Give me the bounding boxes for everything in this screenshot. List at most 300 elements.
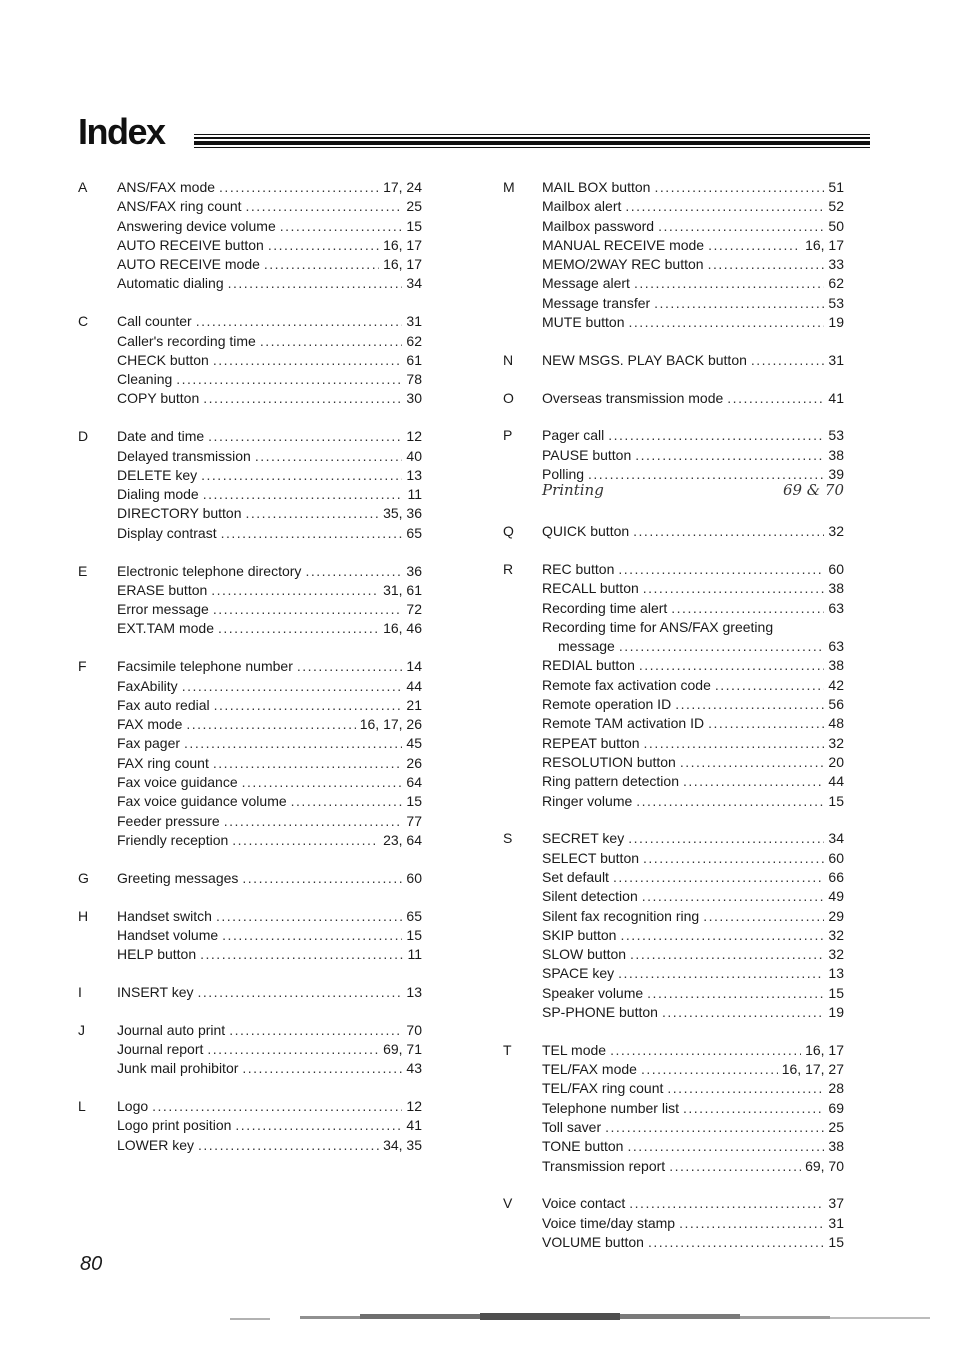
dot-leader xyxy=(224,812,403,831)
entry-label: Facsimile telephone number xyxy=(117,658,293,675)
entry-pages: 13 xyxy=(406,466,422,483)
entry-pages: 26 xyxy=(406,754,422,771)
entry-label: SPACE key xyxy=(542,965,615,982)
entry-pages: 34 xyxy=(406,275,422,292)
index-entry xyxy=(117,178,422,197)
entry-label: Mailbox alert xyxy=(542,198,622,215)
handwritten-word: Printing xyxy=(542,481,604,500)
entry-pages: 44 xyxy=(828,773,844,790)
index-entry xyxy=(117,370,422,389)
entry-label: SECRET key xyxy=(542,830,625,847)
index-entry xyxy=(542,734,844,753)
dot-leader xyxy=(186,715,355,734)
entry-label: FAX mode xyxy=(117,716,183,733)
index-entry xyxy=(542,217,844,236)
entry-pages: 31 xyxy=(406,313,422,330)
index-entry xyxy=(542,294,844,313)
index-entries xyxy=(542,351,844,370)
entry-label: INSERT key xyxy=(117,983,194,1000)
index-entry xyxy=(542,313,844,332)
entry-pages: 69, 70 xyxy=(805,1157,844,1174)
entry-label: Transmission report xyxy=(542,1157,666,1174)
section-letter: A xyxy=(78,179,88,195)
entry-pages: 25 xyxy=(406,198,422,215)
entry-label: TEL mode xyxy=(542,1041,607,1058)
entry-pages: 63 xyxy=(828,638,844,655)
index-entry xyxy=(542,887,844,906)
dot-leader xyxy=(708,236,801,255)
index-entry xyxy=(117,677,422,696)
dot-leader xyxy=(633,522,824,541)
entry-pages: 15 xyxy=(828,1233,844,1250)
index-group-g xyxy=(78,869,422,888)
entry-pages: 44 xyxy=(406,677,422,694)
entry-pages: 19 xyxy=(828,1003,844,1020)
entry-label: Recording time for ANS/FAX greeting xyxy=(542,618,774,635)
entry-pages: 13 xyxy=(828,965,844,982)
entry-pages: 50 xyxy=(828,217,844,234)
entry-pages: 62 xyxy=(828,275,844,292)
index-entry xyxy=(542,1099,844,1118)
entry-label: Logo xyxy=(117,1098,149,1115)
dot-leader xyxy=(229,1021,402,1040)
entry-pages: 38 xyxy=(828,1138,844,1155)
entry-label: Fax voice guidance volume xyxy=(117,793,287,810)
entry-pages: 62 xyxy=(406,332,422,349)
entry-label: EXT.TAM mode xyxy=(117,620,214,637)
entry-label: LOWER key xyxy=(117,1136,195,1153)
entry-label: TEL/FAX mode xyxy=(542,1061,637,1078)
index-entries xyxy=(117,178,422,294)
index-entry xyxy=(542,1157,844,1176)
index-entry xyxy=(542,560,844,579)
dot-leader xyxy=(222,926,402,945)
handwritten-note xyxy=(542,481,844,503)
entry-label: Polling xyxy=(542,466,585,483)
index-entry xyxy=(117,466,422,485)
index-entry xyxy=(117,619,422,638)
dot-leader xyxy=(613,868,824,887)
index-entry xyxy=(117,236,422,255)
entry-pages: 38 xyxy=(828,446,844,463)
dot-leader xyxy=(219,178,379,197)
entry-pages: 56 xyxy=(828,696,844,713)
entry-pages: 32 xyxy=(828,946,844,963)
dot-leader xyxy=(207,1040,379,1059)
entry-pages: 60 xyxy=(406,869,422,886)
entry-label: QUICK button xyxy=(542,523,630,540)
index-entry xyxy=(117,427,422,446)
index-entry xyxy=(542,1041,844,1060)
entry-label: ERASE button xyxy=(117,581,208,598)
entry-pages: 35, 36 xyxy=(383,505,422,522)
dot-leader xyxy=(679,1214,824,1233)
section-letter: G xyxy=(78,869,89,886)
index-entry xyxy=(542,676,844,695)
entry-label: Journal report xyxy=(117,1040,204,1057)
index-entry xyxy=(117,869,422,888)
dot-leader xyxy=(208,427,402,446)
dot-leader xyxy=(260,332,403,351)
index-entries xyxy=(117,1097,422,1155)
dot-leader xyxy=(654,178,824,197)
title-rule xyxy=(194,137,870,139)
index-entry xyxy=(542,1118,844,1137)
entry-pages: 21 xyxy=(406,696,422,713)
index-entry xyxy=(117,197,422,216)
index-entry xyxy=(117,351,422,370)
page-header xyxy=(78,112,870,152)
section-letter: E xyxy=(78,562,88,579)
dot-leader xyxy=(242,1059,402,1078)
dot-leader xyxy=(669,1157,801,1176)
index-column-right xyxy=(503,178,844,1271)
index-entry xyxy=(117,1116,422,1135)
index-entry xyxy=(542,1003,844,1022)
dot-leader xyxy=(213,600,403,619)
dot-leader xyxy=(708,255,825,274)
index-entries xyxy=(542,389,844,408)
dot-leader xyxy=(264,255,379,274)
entry-pages: 15 xyxy=(406,793,422,810)
entry-pages: 14 xyxy=(406,658,422,675)
dot-leader xyxy=(211,581,379,600)
section-letter: D xyxy=(78,428,89,445)
index-entry xyxy=(542,1079,844,1098)
entry-label: Mailbox password xyxy=(542,217,655,234)
dot-leader xyxy=(198,1136,379,1155)
dot-leader xyxy=(628,313,824,332)
dot-leader xyxy=(203,389,402,408)
entry-label: COPY button xyxy=(117,390,200,407)
dot-leader xyxy=(184,734,402,753)
dot-leader xyxy=(675,695,824,714)
index-entry xyxy=(542,964,844,983)
index-entry xyxy=(117,524,422,543)
dot-leader xyxy=(619,637,825,656)
dot-leader xyxy=(618,964,824,983)
dot-leader xyxy=(198,983,403,1002)
entry-pages: 19 xyxy=(828,314,844,331)
index-group-e xyxy=(78,562,422,639)
index-entry xyxy=(542,792,844,811)
entry-pages: 77 xyxy=(406,812,422,829)
entry-label: Set default xyxy=(542,868,609,885)
entry-pages: 38 xyxy=(828,580,844,597)
entry-label: Electronic telephone directory xyxy=(117,562,302,579)
title-rule xyxy=(194,147,870,148)
dot-leader xyxy=(213,351,403,370)
dot-leader xyxy=(255,447,403,466)
entry-label: Delayed transmission xyxy=(117,447,251,464)
entry-label: ANS/FAX ring count xyxy=(117,198,242,215)
dot-leader xyxy=(246,197,403,216)
entry-label: Display contrast xyxy=(117,524,217,541)
index-entry xyxy=(542,753,844,772)
entry-pages: 38 xyxy=(828,657,844,674)
index-group-j xyxy=(78,1021,422,1079)
dot-leader xyxy=(605,1118,824,1137)
entry-label: REC button xyxy=(542,560,615,577)
entry-label: FAX ring count xyxy=(117,754,209,771)
index-entry xyxy=(117,715,422,734)
entry-label: Telephone number list xyxy=(542,1099,679,1116)
index-entry xyxy=(542,579,844,598)
dot-leader xyxy=(201,466,402,485)
dot-leader xyxy=(644,734,825,753)
dot-leader xyxy=(628,829,824,848)
entry-pages: 65 xyxy=(406,907,422,924)
dot-leader xyxy=(305,562,402,581)
section-letter: M xyxy=(503,179,515,195)
entry-label: Message alert xyxy=(542,275,630,292)
section-letter: J xyxy=(78,1021,85,1038)
entry-label: Friendly reception xyxy=(117,831,229,848)
index-entry xyxy=(542,829,844,848)
index-entry xyxy=(117,945,422,964)
entry-label: Error message xyxy=(117,601,209,618)
entry-label: Silent detection xyxy=(542,888,638,905)
entry-label: Voice time/day stamp xyxy=(542,1214,676,1231)
index-entry xyxy=(542,1060,844,1079)
dot-leader xyxy=(242,773,403,792)
entry-pages: 48 xyxy=(828,715,844,732)
entry-label: Handset switch xyxy=(117,907,212,924)
index-entries xyxy=(542,522,844,541)
dot-leader xyxy=(218,619,379,638)
index-entry xyxy=(117,562,422,581)
dot-leader xyxy=(639,656,825,675)
dot-leader xyxy=(610,1041,801,1060)
entry-pages: 31, 61 xyxy=(383,581,422,598)
dot-leader xyxy=(176,370,402,389)
entry-label: DIRECTORY button xyxy=(117,505,242,522)
entry-pages: 45 xyxy=(406,735,422,752)
entry-pages: 53 xyxy=(828,427,844,444)
dot-leader xyxy=(708,714,824,733)
entry-label: Automatic dialing xyxy=(117,275,224,292)
entry-pages: 12 xyxy=(406,428,422,445)
dot-leader xyxy=(246,504,380,523)
index-entry xyxy=(117,792,422,811)
index-entry xyxy=(117,907,422,926)
index-entry xyxy=(542,389,844,408)
index-entries xyxy=(117,907,422,965)
index-entries xyxy=(117,869,422,888)
index-entry xyxy=(542,255,844,274)
index-entries xyxy=(117,562,422,639)
index-group-d xyxy=(78,427,422,543)
dot-leader xyxy=(662,1003,824,1022)
entry-pages: 49 xyxy=(828,888,844,905)
index-entry xyxy=(542,984,844,1003)
index-group-o xyxy=(503,389,844,408)
entry-label: Journal auto print xyxy=(117,1021,226,1038)
dot-leader xyxy=(634,274,824,293)
dot-leader xyxy=(280,217,403,236)
entry-pages: 30 xyxy=(406,390,422,407)
index-entries xyxy=(542,1041,844,1176)
dot-leader xyxy=(627,1137,824,1156)
entry-pages: 60 xyxy=(828,560,844,577)
entry-label: Message transfer xyxy=(542,294,651,311)
dot-leader xyxy=(671,599,824,618)
index-entry xyxy=(542,849,844,868)
entry-label: RECALL button xyxy=(542,580,639,597)
dot-leader xyxy=(291,792,403,811)
index-entry xyxy=(117,255,422,274)
entry-pages: 53 xyxy=(828,294,844,311)
title-rule xyxy=(194,134,870,135)
index-entry xyxy=(117,274,422,293)
entry-pages: 13 xyxy=(406,983,422,1000)
entry-pages: 16, 46 xyxy=(383,620,422,637)
index-entry xyxy=(117,447,422,466)
dot-leader xyxy=(216,907,402,926)
index-entry xyxy=(542,945,844,964)
dot-leader xyxy=(268,236,379,255)
entry-label: SELECT button xyxy=(542,849,640,866)
entry-label: Silent fax recognition ring xyxy=(542,907,700,924)
dot-leader xyxy=(643,849,824,868)
entry-pages: 42 xyxy=(828,676,844,693)
index-group-h xyxy=(78,907,422,965)
entry-label: Voice contact xyxy=(542,1195,626,1212)
entry-label: DELETE key xyxy=(117,466,198,483)
index-entry xyxy=(117,983,422,1002)
index-entry xyxy=(542,656,844,675)
entry-pages: 61 xyxy=(406,351,422,368)
dot-leader xyxy=(221,524,403,543)
index-entry xyxy=(117,1097,422,1116)
entry-label: SLOW button xyxy=(542,946,627,963)
entry-label: MUTE button xyxy=(542,314,625,331)
entry-label: Fax pager xyxy=(117,735,181,752)
dot-leader xyxy=(667,1079,824,1098)
entry-label: AUTO RECEIVE button xyxy=(117,236,264,253)
entry-label: Caller's recording time xyxy=(117,332,256,349)
index-entry xyxy=(117,926,422,945)
dot-leader xyxy=(715,676,825,695)
entry-pages: 17, 24 xyxy=(383,179,422,195)
index-group-f xyxy=(78,657,422,850)
entry-pages: 29 xyxy=(828,907,844,924)
index-group-i xyxy=(78,983,422,1002)
section-letter: I xyxy=(78,983,82,1000)
index-entry xyxy=(542,274,844,293)
entry-pages: 34, 35 xyxy=(383,1136,422,1153)
entry-label: MAIL BOX button xyxy=(542,179,651,195)
index-group-r xyxy=(503,560,844,811)
entry-pages: 69, 71 xyxy=(383,1040,422,1057)
index-entry xyxy=(117,312,422,331)
entry-pages: 16, 17 xyxy=(383,236,422,253)
entry-label: Cleaning xyxy=(117,371,173,388)
entry-pages: 31 xyxy=(828,351,844,368)
entry-pages: 66 xyxy=(828,868,844,885)
dot-leader xyxy=(751,351,825,370)
section-letter: C xyxy=(78,313,89,330)
title-rule xyxy=(194,141,870,145)
index-entry xyxy=(542,618,844,637)
index-entry xyxy=(117,1040,422,1059)
entry-label: Pager call xyxy=(542,427,605,444)
entry-label: Junk mail prohibitor xyxy=(117,1060,239,1077)
index-entry xyxy=(542,446,844,465)
index-entry xyxy=(542,351,844,370)
dot-leader xyxy=(727,389,824,408)
dot-leader xyxy=(213,754,403,773)
entry-label: Fax voice guidance xyxy=(117,774,238,791)
section-letter: V xyxy=(503,1195,513,1212)
section-letter: L xyxy=(78,1098,86,1115)
section-letter: P xyxy=(503,427,513,444)
entry-label: Logo print position xyxy=(117,1117,232,1134)
dot-leader xyxy=(641,1060,778,1079)
section-letter: Q xyxy=(503,523,514,540)
entry-pages: 15 xyxy=(828,792,844,809)
index-entry xyxy=(542,522,844,541)
index-entry xyxy=(542,236,844,255)
index-entry xyxy=(117,581,422,600)
index-group-q xyxy=(503,522,844,541)
index-entry xyxy=(117,504,422,523)
entry-pages: 41 xyxy=(406,1117,422,1134)
entry-pages: 31 xyxy=(828,1214,844,1231)
index-entries xyxy=(542,560,844,811)
entry-label: Greeting messages xyxy=(117,869,239,886)
dot-leader xyxy=(297,657,403,676)
index-entry xyxy=(542,197,844,216)
entry-label: Ring pattern detection xyxy=(542,773,679,790)
index-group-t xyxy=(503,1041,844,1176)
entry-pages: 15 xyxy=(828,984,844,1001)
index-entry xyxy=(117,485,422,504)
dot-leader xyxy=(618,560,824,579)
dot-leader xyxy=(152,1097,402,1116)
entry-label: Fax auto redial xyxy=(117,696,210,713)
section-letter: R xyxy=(503,560,514,577)
dot-leader xyxy=(625,197,824,216)
entry-label: Feeder pressure xyxy=(117,812,220,829)
page-number: 80 xyxy=(80,1253,103,1275)
entry-pages: 16, 17, 26 xyxy=(359,716,422,733)
index-entries xyxy=(542,1194,844,1252)
index-group-c xyxy=(78,312,422,408)
entry-pages: 23, 64 xyxy=(383,831,422,848)
index-entries xyxy=(117,657,422,850)
entry-pages: 11 xyxy=(407,486,422,503)
index-group-l xyxy=(78,1097,422,1155)
entry-pages: 12 xyxy=(406,1098,422,1115)
index-column-left xyxy=(78,178,422,1173)
dot-leader xyxy=(620,926,824,945)
entry-label: Overseas transmission mode xyxy=(542,389,724,406)
entry-label: Recording time alert xyxy=(542,599,668,616)
index-entry xyxy=(117,812,422,831)
section-letter: H xyxy=(78,907,89,924)
entry-pages: 72 xyxy=(406,601,422,618)
entry-label: SP-PHONE button xyxy=(542,1003,658,1020)
entry-label: Toll saver xyxy=(542,1118,602,1135)
entry-pages: 16, 17 xyxy=(805,1041,844,1058)
dot-leader xyxy=(642,887,825,906)
dot-leader xyxy=(196,312,403,331)
index-entry xyxy=(117,696,422,715)
entry-pages: 69 xyxy=(828,1099,844,1116)
entry-pages: 34 xyxy=(828,830,844,847)
entry-label: REDIAL button xyxy=(542,657,635,674)
